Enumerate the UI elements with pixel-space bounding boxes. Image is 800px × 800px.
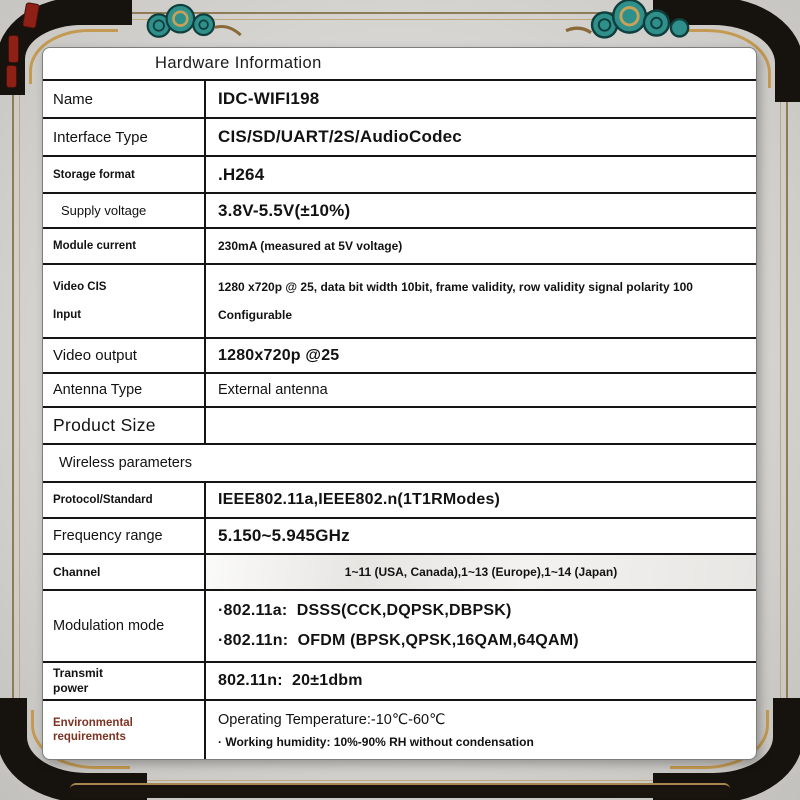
row-value: IDC-WIFI198 xyxy=(218,89,320,108)
row-value: 3.8V-5.5V(±10%) xyxy=(218,200,351,220)
table-row-protocol-standard xyxy=(43,481,756,517)
red-seal-tab xyxy=(8,35,19,63)
row-label: Storage format xyxy=(43,157,206,192)
row-value: IEEE802.11a,IEEE802.n(1T1RModes) xyxy=(218,491,501,508)
row-label: Transmit power xyxy=(53,666,104,695)
row-label: Interface Type xyxy=(43,119,206,155)
row-value: External antenna xyxy=(218,382,328,398)
table-row-storage-format xyxy=(43,155,756,192)
row-value-line: 1280 x720p @ 25, data bit width 10bit, frame validity, row validity signal polarity 100 xyxy=(218,279,693,294)
row-value-line: ·802.11a: DSSS(CCK,DQPSK,DBPSK) xyxy=(218,602,512,620)
row-value: 5.150~5.945GHz xyxy=(218,526,350,545)
row-value-line: ·802.11n: OFDM (BPSK,QPSK,16QAM,64QAM) xyxy=(218,631,579,649)
row-value: 1280x720p @25 xyxy=(218,346,340,364)
table-row-video-cis-input xyxy=(43,263,756,337)
table-section-wireless-parameters xyxy=(43,443,756,481)
row-value: 1~11 (USA, Canada),1~13 (Europe),1~14 (Japan) xyxy=(344,565,618,579)
row-label: Protocol/Standard xyxy=(43,483,206,517)
spec-sheet xyxy=(42,47,757,760)
table-row-product-size xyxy=(43,406,756,443)
row-label: Supply voltage xyxy=(43,194,206,227)
table-row-antenna-type xyxy=(43,372,756,406)
table-row-interface-type xyxy=(43,117,756,155)
table-row-name xyxy=(43,79,756,117)
row-value: 802.11n: 20±1dbm xyxy=(218,672,363,689)
row-value-line: Operating Temperature:-10℃-60℃ xyxy=(218,711,446,728)
table-row-supply-voltage xyxy=(43,192,756,227)
row-value-line: Configurable xyxy=(218,308,292,323)
row-label: Product Size xyxy=(43,408,206,443)
row-label: Frequency range xyxy=(43,519,206,553)
table-row-environmental-requirements xyxy=(43,699,756,759)
table-row-frequency-range xyxy=(43,517,756,553)
table-row-module-current xyxy=(43,227,756,263)
row-label: Video CIS Input xyxy=(43,265,206,337)
row-value-line: · Working humidity: 10%-90% RH without condensation xyxy=(218,734,534,749)
table-row-channel xyxy=(43,553,756,589)
row-value: 230mA (measured at 5V voltage) xyxy=(218,239,403,253)
row-value: .H264 xyxy=(218,164,265,184)
table-row-transmit-power xyxy=(43,661,756,699)
page-title: Hardware Information xyxy=(155,54,322,72)
row-value: CIS/SD/UART/2S/AudioCodec xyxy=(218,127,462,146)
table-row-modulation-mode xyxy=(43,589,756,661)
bottom-frame-band xyxy=(70,783,730,798)
row-label: Channel xyxy=(43,555,206,589)
cloud-ornament-right-icon xyxy=(558,0,703,48)
row-label: Antenna Type xyxy=(43,374,206,406)
table-row-video-output xyxy=(43,337,756,372)
row-label: Name xyxy=(43,81,206,117)
row-label: Video output xyxy=(43,339,206,372)
section-label: Wireless parameters xyxy=(59,455,192,471)
row-label: Environmental requirements xyxy=(53,717,133,743)
red-seal-tab xyxy=(22,2,40,29)
row-label: Module current xyxy=(43,229,206,263)
row-label: Modulation mode xyxy=(43,591,206,661)
red-seal-tab xyxy=(6,65,17,88)
cloud-ornament-left-icon xyxy=(133,1,245,45)
